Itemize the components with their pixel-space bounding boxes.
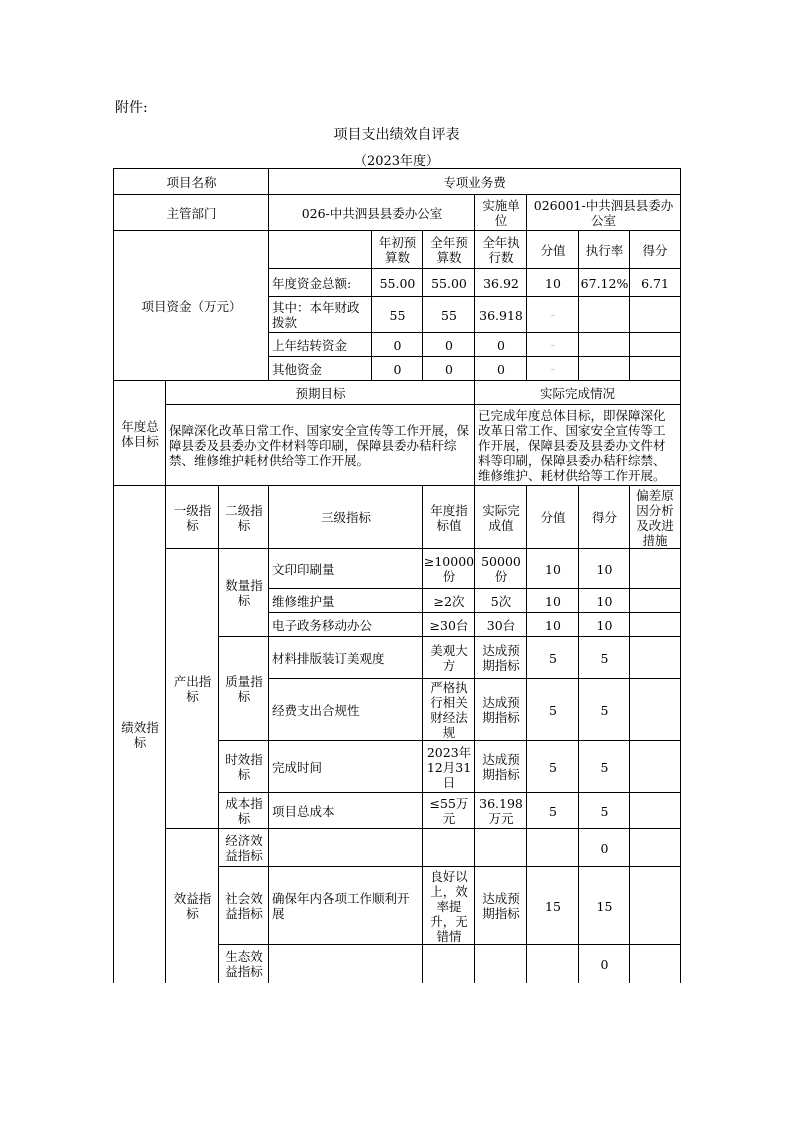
indicator-actual: 50000份 — [474, 548, 527, 589]
indicator-remark — [629, 866, 681, 945]
indicator-remark — [629, 588, 681, 613]
indicator-name: 经费支出合规性 — [268, 678, 423, 741]
indicator-got: 10 — [578, 548, 630, 589]
indicator-score: 5 — [526, 678, 579, 741]
indicator-got: 5 — [578, 740, 630, 793]
funds-cell: 0 — [422, 356, 475, 381]
project-name-label: 项目名称 — [113, 168, 269, 195]
evaluation-table — [113, 168, 681, 983]
performance-header: 三级指标 — [268, 485, 423, 549]
expected-goal-text: 保障深化改革日常工作、国家安全宣传等工作开展，保障县委及县委办文件材料等印刷，保障县委办秸秆综禁、维修维护耗材供给等工作开展。 — [165, 404, 475, 486]
indicator-target: 严格执行相关财经法规 — [422, 678, 475, 741]
indicator-name: 电子政务移动办公 — [268, 612, 423, 637]
impl-label: 实施单位 — [474, 194, 527, 231]
indicator-actual — [474, 944, 527, 983]
indicator-score: 10 — [526, 548, 579, 589]
funds-header: 分值 — [526, 230, 579, 269]
funds-cell: 10 — [526, 268, 579, 297]
indicator-score: 15 — [526, 866, 579, 945]
performance-header: 实际完成值 — [474, 485, 527, 549]
indicator-name — [268, 828, 423, 867]
indicator-name: 维修维护量 — [268, 588, 423, 613]
funds-cell: 0 — [474, 332, 527, 357]
funds-cell — [629, 296, 681, 333]
attachment-label: 附件: — [115, 100, 148, 116]
funds-header: 全年预算数 — [422, 230, 475, 269]
indicator-got: 5 — [578, 792, 630, 829]
funds-cell: 6.71 — [629, 268, 681, 297]
funds-cell: 67.12% — [578, 268, 630, 297]
funds-cell: – — [526, 356, 579, 381]
social-indicator-label: 社会效益指标 — [218, 866, 269, 945]
indicator-score: 5 — [526, 792, 579, 829]
performance-label: 绩效指标 — [113, 485, 166, 983]
performance-header: 二级指标 — [218, 485, 269, 549]
funds-cell: 0 — [371, 356, 423, 381]
indicator-remark — [629, 548, 681, 589]
funds-header-blank — [268, 230, 372, 269]
indicator-name: 完成时间 — [268, 740, 423, 793]
indicator-actual: 达成预期指标 — [474, 866, 527, 945]
expected-goal-header: 预期目标 — [165, 380, 475, 405]
indicator-actual: 5次 — [474, 588, 527, 613]
funds-cell: – — [526, 332, 579, 357]
indicator-remark — [629, 678, 681, 741]
indicator-score: 10 — [526, 588, 579, 613]
indicator-target — [422, 828, 475, 867]
funds-cell: 55.00 — [422, 268, 475, 297]
quantity-indicator-label: 数量指标 — [218, 548, 269, 637]
indicator-target: ≥10000份 — [422, 548, 475, 589]
indicator-score: 5 — [526, 740, 579, 793]
annual-goal-label: 年度总体目标 — [113, 380, 166, 486]
funds-cell: 55 — [422, 296, 475, 333]
indicator-score: 5 — [526, 636, 579, 679]
project-name-value: 专项业务费 — [268, 168, 681, 195]
indicator-name: 文印印刷量 — [268, 548, 423, 589]
actual-goal-text: 已完成年度总体目标，即保障深化改革日常工作、国家安全宣传等工作开展，保障县委及县委办文件材料等印刷，保障县委办秸秆综禁、维修维护、耗材供给等工作开展。 — [474, 404, 681, 486]
eco-indicator-label: 生态效益指标 — [218, 944, 269, 983]
indicator-name: 材料排版装订美观度 — [268, 636, 423, 679]
indicator-name — [268, 944, 423, 983]
funds-row-name: 年度资金总额: — [268, 268, 372, 297]
indicator-target: ≥30台 — [422, 612, 475, 637]
time-indicator-label: 时效指标 — [218, 740, 269, 793]
funds-cell — [578, 296, 630, 333]
funds-header: 执行率 — [578, 230, 630, 269]
funds-cell — [578, 356, 630, 381]
indicator-score — [526, 828, 579, 867]
funds-cell: 55.00 — [371, 268, 423, 297]
funds-row-name: 其他资金 — [268, 356, 372, 381]
dept-label: 主管部门 — [113, 194, 269, 231]
funds-label: 项目资金（万元） — [113, 230, 269, 381]
indicator-got: 5 — [578, 636, 630, 679]
funds-cell: 36.918 — [474, 296, 527, 333]
performance-header: 得分 — [578, 485, 630, 549]
indicator-actual: 达成预期指标 — [474, 740, 527, 793]
indicator-score — [526, 944, 579, 983]
indicator-got: 0 — [578, 828, 630, 867]
indicator-target: 良好以上，效率提升，无错情 — [422, 866, 475, 945]
funds-cell: 36.92 — [474, 268, 527, 297]
funds-row-name: 上年结转资金 — [268, 332, 372, 357]
funds-cell: 0 — [371, 332, 423, 357]
performance-header: 年度指标值 — [422, 485, 475, 549]
indicator-target: 美观大方 — [422, 636, 475, 679]
indicator-got: 5 — [578, 678, 630, 741]
indicator-remark — [629, 792, 681, 829]
indicator-remark — [629, 944, 681, 983]
indicator-target — [422, 944, 475, 983]
funds-cell: 0 — [422, 332, 475, 357]
economic-indicator-label: 经济效益指标 — [218, 828, 269, 867]
performance-header: 一级指标 — [165, 485, 219, 549]
funds-cell: – — [526, 296, 579, 333]
funds-cell: 0 — [474, 356, 527, 381]
quality-indicator-label: 质量指标 — [218, 636, 269, 741]
indicator-remark — [629, 612, 681, 637]
actual-goal-header: 实际完成情况 — [474, 380, 681, 405]
indicator-actual — [474, 828, 527, 867]
indicator-got: 15 — [578, 866, 630, 945]
funds-cell — [629, 332, 681, 357]
benefit-indicator-label: 效益指标 — [165, 828, 219, 983]
indicator-actual: 达成预期指标 — [474, 636, 527, 679]
indicator-score: 10 — [526, 612, 579, 637]
dept-value: 026-中共泗县县委办公室 — [268, 194, 475, 231]
funds-cell — [578, 332, 630, 357]
indicator-name: 确保年内各项工作顺利开展 — [268, 866, 423, 945]
indicator-name: 项目总成本 — [268, 792, 423, 829]
funds-header: 得分 — [629, 230, 681, 269]
indicator-remark — [629, 740, 681, 793]
funds-header: 全年执行数 — [474, 230, 527, 269]
output-indicator-label: 产出指标 — [165, 548, 219, 829]
indicator-got: 10 — [578, 612, 630, 637]
funds-header: 年初预算数 — [371, 230, 423, 269]
indicator-actual: 达成预期指标 — [474, 678, 527, 741]
funds-row-name: 其中：本年财政拨款 — [268, 296, 372, 333]
indicator-target: ≥2次 — [422, 588, 475, 613]
funds-cell: 55 — [371, 296, 423, 333]
cost-indicator-label: 成本指标 — [218, 792, 269, 829]
performance-header: 分值 — [526, 485, 579, 549]
indicator-got: 10 — [578, 588, 630, 613]
indicator-target: 2023年12月31日 — [422, 740, 475, 793]
indicator-remark — [629, 828, 681, 867]
funds-cell — [629, 356, 681, 381]
indicator-actual: 36.198万元 — [474, 792, 527, 829]
indicator-actual: 30台 — [474, 612, 527, 637]
indicator-target: ≤55万元 — [422, 792, 475, 829]
performance-header: 偏差原因分析及改进措施 — [629, 485, 681, 549]
indicator-got: 0 — [578, 944, 630, 983]
impl-value: 026001-中共泗县县委办公室 — [526, 194, 681, 231]
indicator-remark — [629, 636, 681, 679]
page-subtitle: （2023年度） — [353, 154, 440, 169]
page-title: 项目支出绩效自评表 — [333, 127, 460, 143]
